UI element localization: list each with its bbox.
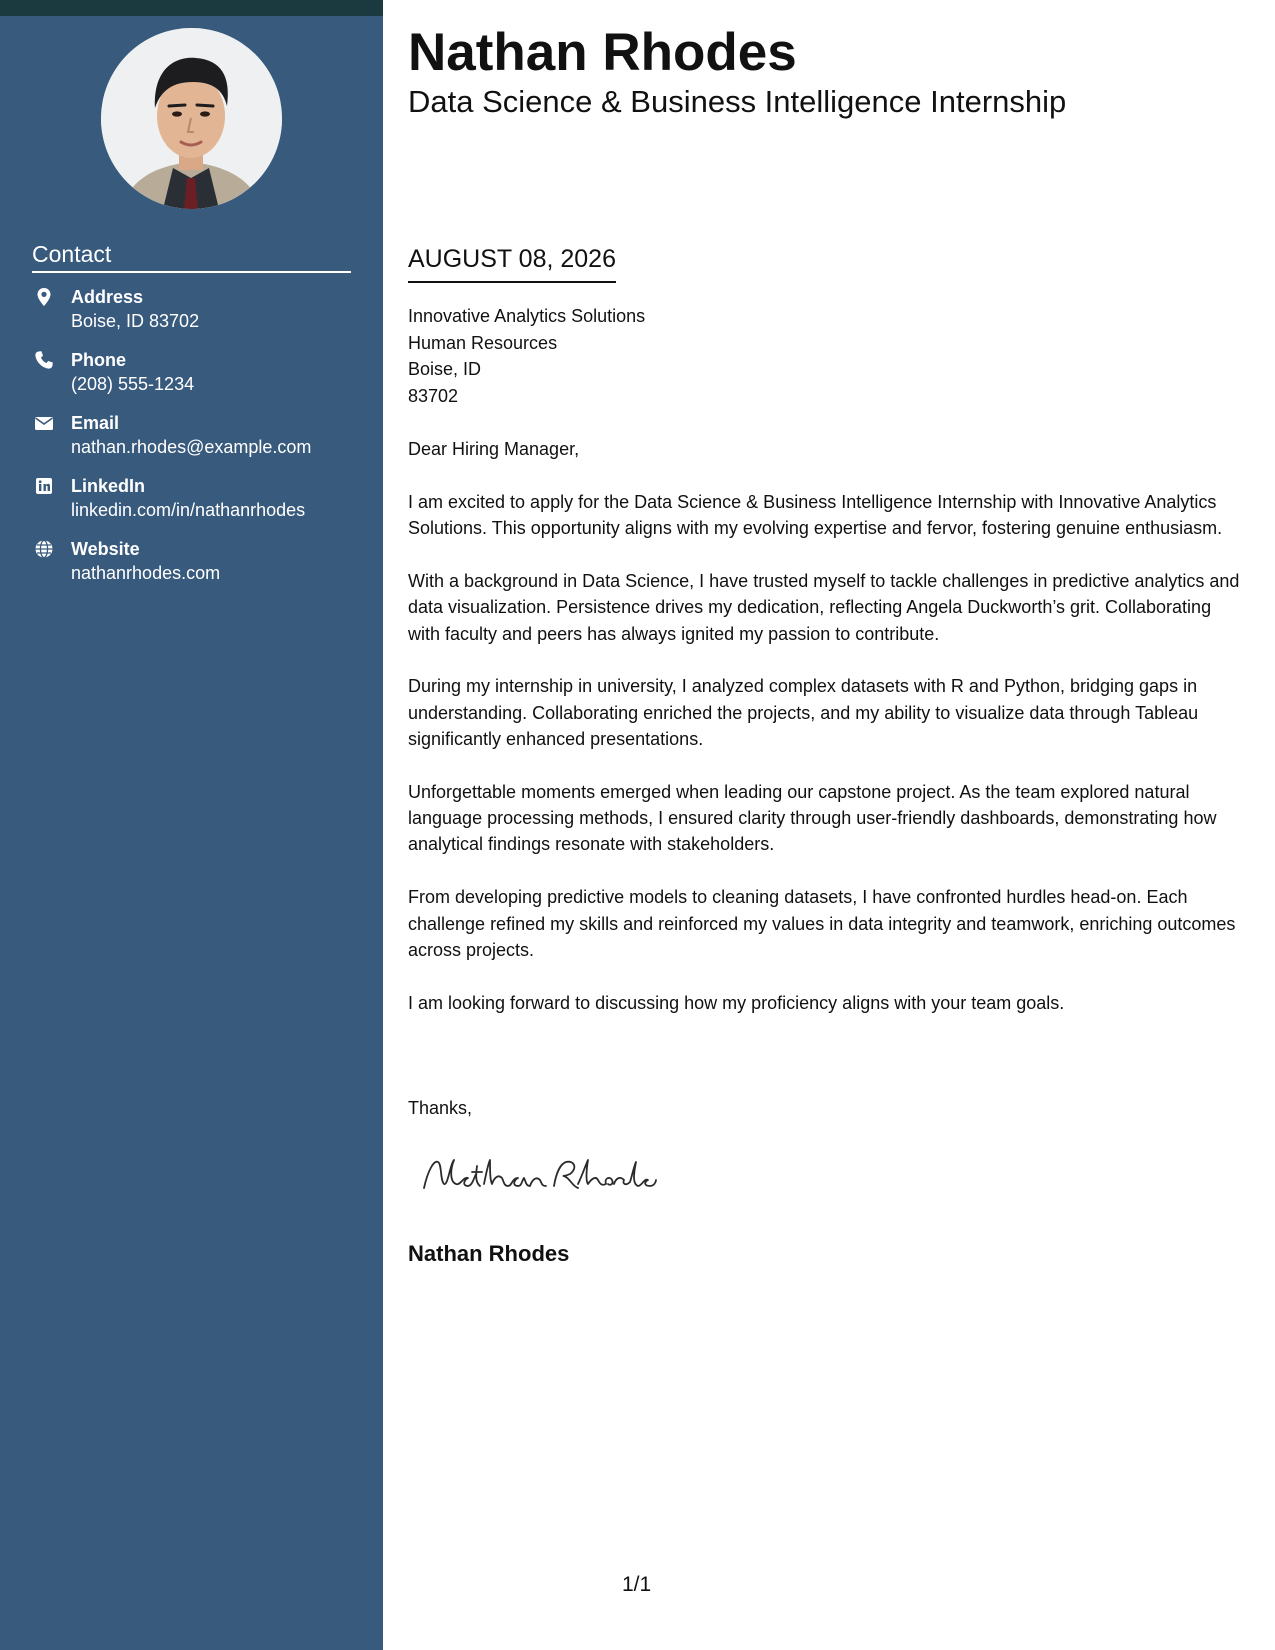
contact-list: [32, 285, 362, 600]
body-paragraph: During my internship in university, I analyzed complex datasets with R and Python, bridging gaps in understanding. Collaborating enriched the projects, and my ability to visualize data through Tableau significantly enhanced presentations.: [408, 676, 1199, 750]
contact-label: Email: [71, 413, 120, 433]
handwritten-signature: [420, 1150, 660, 1200]
contact-item-address: [32, 285, 362, 348]
body-paragraph: I am excited to apply for the Data Science & Business Intelligence Internship with Innovative Analytics Solutions. This opportunity aligns with my evolving expertise and fervor, fostering genuine enthusiasm.: [408, 492, 1223, 539]
letter-date: AUGUST 08, 2026: [408, 243, 616, 283]
contact-label: LinkedIn: [71, 476, 146, 496]
recipient-line: Innovative Analytics Solutions: [408, 306, 646, 326]
map-pin-icon: [34, 287, 54, 307]
applicant-name: Nathan Rhodes: [408, 23, 797, 82]
globe-icon: [34, 539, 54, 559]
contact-label: Address: [71, 287, 144, 307]
top-accent-bar: [0, 0, 383, 16]
linkedin-icon: [34, 476, 54, 496]
contact-value: nathan.rhodes@example.com: [71, 437, 312, 457]
letter-body: [408, 489, 1240, 1042]
closing: Thanks,: [408, 1098, 473, 1118]
contact-heading: Contact: [32, 240, 351, 273]
contact-item-website: [32, 537, 362, 600]
contact-value: nathanrhodes.com: [71, 563, 221, 583]
body-paragraph: From developing predictive models to cleaning datasets, I have confronted hurdles head-on. Each challenge refined my skills and reinforced my values in data integrity and teamwork, enriching outcomes across projects.: [408, 887, 1236, 960]
recipient-line: Human Resources: [408, 332, 558, 353]
body-paragraph: Unforgettable moments emerged when leading our capstone project. As the team explored natural language processing methods, I ensured clarity through user-friendly dashboards, demonstrating how analytical findings resonate with stakeholders.: [408, 781, 1217, 855]
recipient-line: 83702: [408, 385, 459, 406]
contact-item-email: [32, 411, 362, 474]
greeting: Dear Hiring Manager,: [408, 439, 580, 459]
job-title: Data Science & Business Intelligence Internship: [408, 84, 1067, 119]
contact-value: linkedin.com/in/nathanrhodes: [71, 500, 306, 520]
signed-name: Nathan Rhodes: [408, 1241, 570, 1266]
contact-label: Website: [71, 539, 140, 559]
recipient-line: Boise, ID: [408, 359, 482, 379]
body-paragraph: I am looking forward to discussing how my proficiency aligns with your team goals.: [408, 992, 1065, 1013]
page-number: 1/1: [622, 1573, 652, 1596]
envelope-icon: [34, 413, 54, 433]
contact-item-linkedin: [32, 474, 362, 537]
contact-value: Boise, ID 83702: [71, 311, 200, 331]
phone-icon: [34, 350, 54, 370]
profile-photo: [101, 28, 282, 209]
contact-value: (208) 555-1234: [71, 374, 195, 394]
contact-label: Phone: [71, 350, 127, 370]
recipient-address: [408, 303, 645, 409]
body-paragraph: With a background in Data Science, I have trusted myself to tackle challenges in predictive analytics and data visualization. Persistence drives my dedication, reflecting Angela Duckworth’s grit. Collaborating with faculty and peers has always ignited my passion to contribute.: [408, 571, 1240, 644]
contact-item-phone: [32, 348, 362, 411]
